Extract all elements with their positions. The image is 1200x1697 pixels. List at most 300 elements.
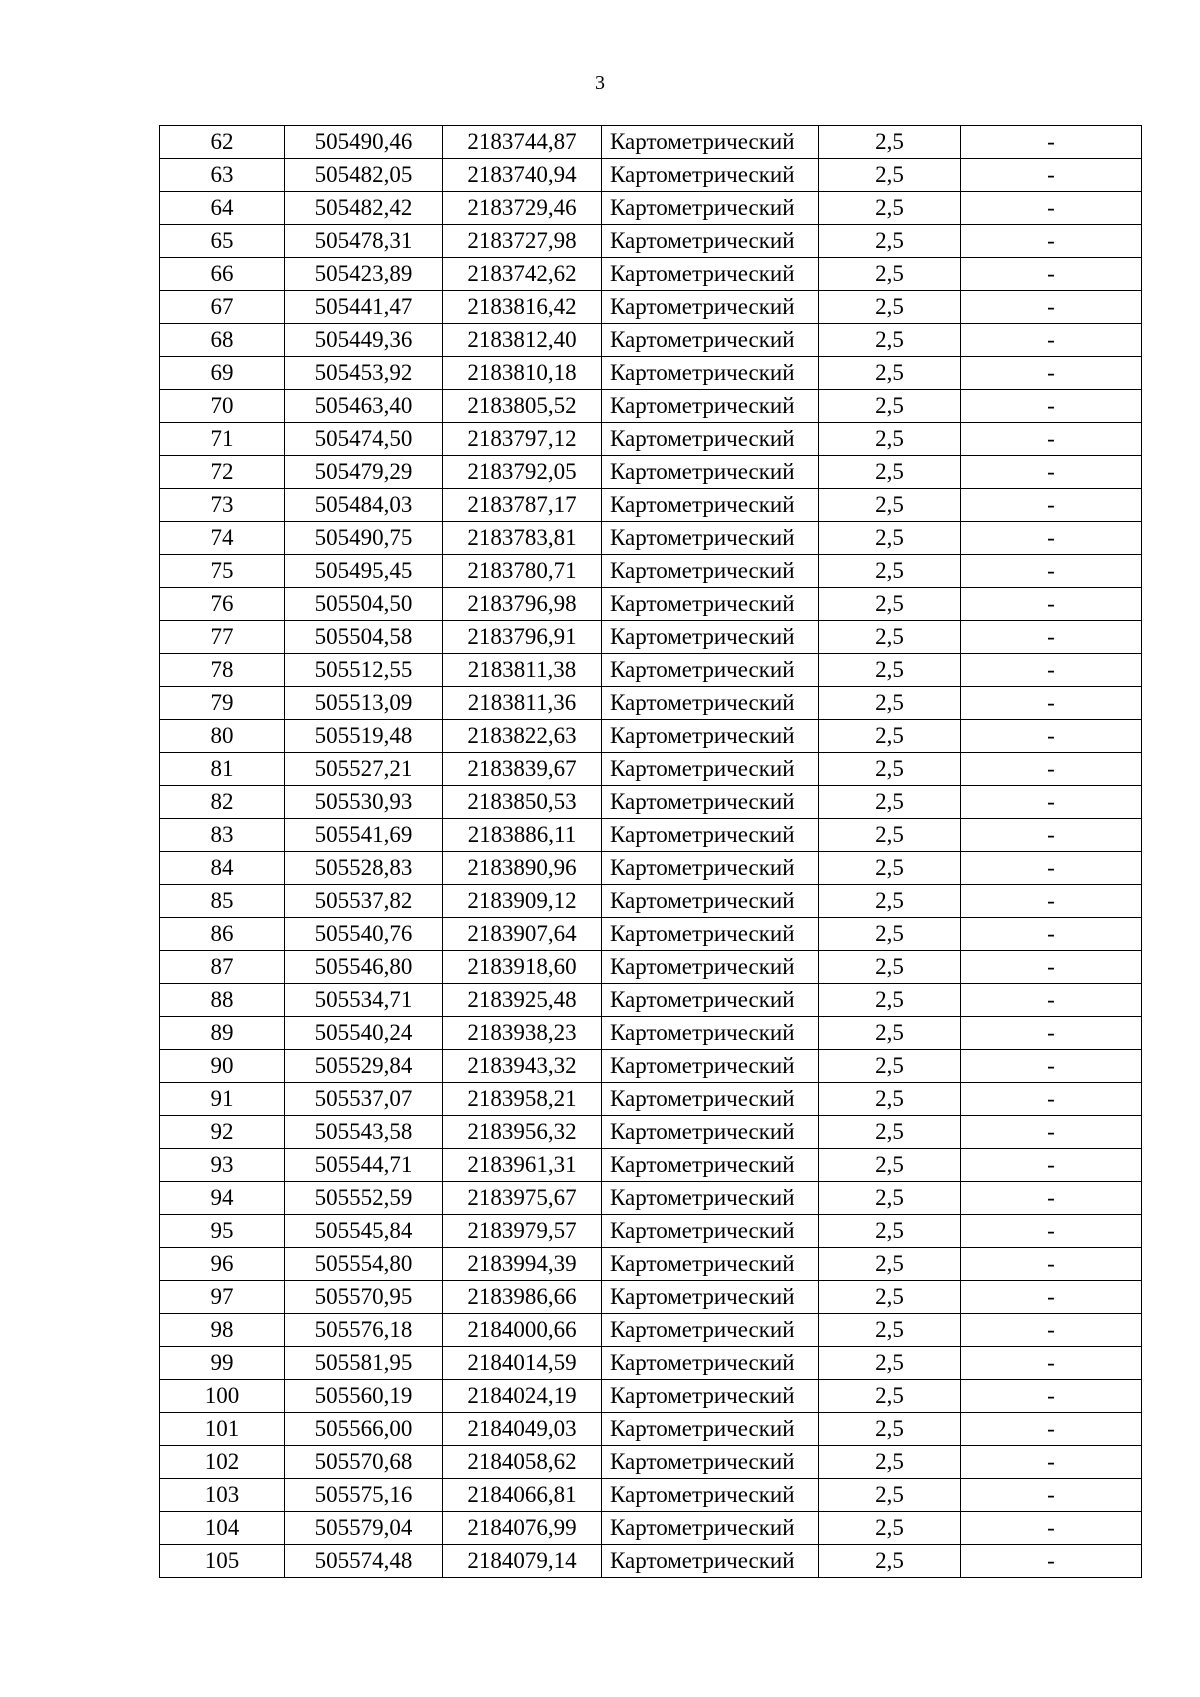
y-coordinate-cell: 2184000,66 — [443, 1314, 602, 1347]
accuracy-cell: 2,5 — [819, 1512, 961, 1545]
point-number-cell: 88 — [160, 984, 285, 1017]
method-cell: Картометрический — [602, 1380, 819, 1413]
accuracy-cell: 2,5 — [819, 588, 961, 621]
point-number-cell: 100 — [160, 1380, 285, 1413]
description-cell: - — [961, 390, 1142, 423]
description-cell: - — [961, 126, 1142, 159]
accuracy-cell: 2,5 — [819, 984, 961, 1017]
x-coordinate-cell: 505576,18 — [285, 1314, 443, 1347]
table-row — [160, 456, 1142, 489]
point-number-cell: 89 — [160, 1017, 285, 1050]
description-cell: - — [961, 1512, 1142, 1545]
y-coordinate-cell: 2183792,05 — [443, 456, 602, 489]
table-row — [160, 225, 1142, 258]
accuracy-cell: 2,5 — [819, 1281, 961, 1314]
y-coordinate-cell: 2184024,19 — [443, 1380, 602, 1413]
x-coordinate-cell: 505449,36 — [285, 324, 443, 357]
x-coordinate-cell: 505537,07 — [285, 1083, 443, 1116]
table-row — [160, 621, 1142, 654]
description-cell: - — [961, 918, 1142, 951]
y-coordinate-cell: 2184049,03 — [443, 1413, 602, 1446]
table-row — [160, 753, 1142, 786]
x-coordinate-cell: 505570,68 — [285, 1446, 443, 1479]
method-cell: Картометрический — [602, 489, 819, 522]
description-cell: - — [961, 1479, 1142, 1512]
description-cell: - — [961, 1545, 1142, 1578]
accuracy-cell: 2,5 — [819, 555, 961, 588]
accuracy-cell: 2,5 — [819, 1446, 961, 1479]
description-cell: - — [961, 786, 1142, 819]
description-cell: - — [961, 1182, 1142, 1215]
method-cell: Картометрический — [602, 1314, 819, 1347]
accuracy-cell: 2,5 — [819, 819, 961, 852]
point-number-cell: 93 — [160, 1149, 285, 1182]
description-cell: - — [961, 324, 1142, 357]
point-number-cell: 97 — [160, 1281, 285, 1314]
method-cell: Картометрический — [602, 1017, 819, 1050]
method-cell: Картометрический — [602, 687, 819, 720]
y-coordinate-cell: 2184079,14 — [443, 1545, 602, 1578]
description-cell: - — [961, 885, 1142, 918]
y-coordinate-cell: 2183925,48 — [443, 984, 602, 1017]
x-coordinate-cell: 505513,09 — [285, 687, 443, 720]
y-coordinate-cell: 2183816,42 — [443, 291, 602, 324]
table-row — [160, 291, 1142, 324]
point-number-cell: 86 — [160, 918, 285, 951]
method-cell: Картометрический — [602, 588, 819, 621]
point-number-cell: 84 — [160, 852, 285, 885]
y-coordinate-cell: 2183886,11 — [443, 819, 602, 852]
table-row — [160, 1215, 1142, 1248]
method-cell: Картометрический — [602, 1083, 819, 1116]
x-coordinate-cell: 505581,95 — [285, 1347, 443, 1380]
method-cell: Картометрический — [602, 951, 819, 984]
x-coordinate-cell: 505490,46 — [285, 126, 443, 159]
point-number-cell: 70 — [160, 390, 285, 423]
table-row — [160, 588, 1142, 621]
description-cell: - — [961, 291, 1142, 324]
y-coordinate-cell: 2183822,63 — [443, 720, 602, 753]
method-cell: Картометрический — [602, 654, 819, 687]
method-cell: Картометрический — [602, 258, 819, 291]
point-number-cell: 69 — [160, 357, 285, 390]
point-number-cell: 101 — [160, 1413, 285, 1446]
y-coordinate-cell: 2184076,99 — [443, 1512, 602, 1545]
x-coordinate-cell: 505554,80 — [285, 1248, 443, 1281]
accuracy-cell: 2,5 — [819, 1380, 961, 1413]
accuracy-cell: 2,5 — [819, 1050, 961, 1083]
y-coordinate-cell: 2184014,59 — [443, 1347, 602, 1380]
description-cell: - — [961, 819, 1142, 852]
accuracy-cell: 2,5 — [819, 1314, 961, 1347]
description-cell: - — [961, 951, 1142, 984]
point-number-cell: 78 — [160, 654, 285, 687]
coordinates-table — [159, 125, 1142, 1578]
y-coordinate-cell: 2183742,62 — [443, 258, 602, 291]
x-coordinate-cell: 505566,00 — [285, 1413, 443, 1446]
accuracy-cell: 2,5 — [819, 1149, 961, 1182]
table-row — [160, 489, 1142, 522]
point-number-cell: 91 — [160, 1083, 285, 1116]
y-coordinate-cell: 2183907,64 — [443, 918, 602, 951]
table-row — [160, 1149, 1142, 1182]
point-number-cell: 98 — [160, 1314, 285, 1347]
y-coordinate-cell: 2183986,66 — [443, 1281, 602, 1314]
y-coordinate-cell: 2183839,67 — [443, 753, 602, 786]
y-coordinate-cell: 2183956,32 — [443, 1116, 602, 1149]
y-coordinate-cell: 2183961,31 — [443, 1149, 602, 1182]
accuracy-cell: 2,5 — [819, 1545, 961, 1578]
x-coordinate-cell: 505537,82 — [285, 885, 443, 918]
x-coordinate-cell: 505543,58 — [285, 1116, 443, 1149]
description-cell: - — [961, 852, 1142, 885]
y-coordinate-cell: 2183918,60 — [443, 951, 602, 984]
accuracy-cell: 2,5 — [819, 1479, 961, 1512]
description-cell: - — [961, 1149, 1142, 1182]
y-coordinate-cell: 2183811,38 — [443, 654, 602, 687]
point-number-cell: 68 — [160, 324, 285, 357]
method-cell: Картометрический — [602, 1182, 819, 1215]
point-number-cell: 102 — [160, 1446, 285, 1479]
description-cell: - — [961, 588, 1142, 621]
table-row — [160, 258, 1142, 291]
method-cell: Картометрический — [602, 159, 819, 192]
table-row — [160, 159, 1142, 192]
method-cell: Картометрический — [602, 1248, 819, 1281]
table-row — [160, 1512, 1142, 1545]
description-cell: - — [961, 1347, 1142, 1380]
method-cell: Картометрический — [602, 1413, 819, 1446]
point-number-cell: 73 — [160, 489, 285, 522]
method-cell: Картометрический — [602, 522, 819, 555]
table-row — [160, 918, 1142, 951]
description-cell: - — [961, 687, 1142, 720]
table-row — [160, 885, 1142, 918]
table-row — [160, 852, 1142, 885]
point-number-cell: 79 — [160, 687, 285, 720]
method-cell: Картометрический — [602, 126, 819, 159]
description-cell: - — [961, 984, 1142, 1017]
y-coordinate-cell: 2183943,32 — [443, 1050, 602, 1083]
y-coordinate-cell: 2184058,62 — [443, 1446, 602, 1479]
y-coordinate-cell: 2183796,91 — [443, 621, 602, 654]
accuracy-cell: 2,5 — [819, 1248, 961, 1281]
x-coordinate-cell: 505560,19 — [285, 1380, 443, 1413]
accuracy-cell: 2,5 — [819, 225, 961, 258]
y-coordinate-cell: 2183994,39 — [443, 1248, 602, 1281]
x-coordinate-cell: 505519,48 — [285, 720, 443, 753]
accuracy-cell: 2,5 — [819, 687, 961, 720]
x-coordinate-cell: 505423,89 — [285, 258, 443, 291]
x-coordinate-cell: 505482,42 — [285, 192, 443, 225]
x-coordinate-cell: 505504,50 — [285, 588, 443, 621]
x-coordinate-cell: 505528,83 — [285, 852, 443, 885]
x-coordinate-cell: 505527,21 — [285, 753, 443, 786]
description-cell: - — [961, 1215, 1142, 1248]
accuracy-cell: 2,5 — [819, 258, 961, 291]
x-coordinate-cell: 505546,80 — [285, 951, 443, 984]
description-cell: - — [961, 522, 1142, 555]
table-row — [160, 1083, 1142, 1116]
description-cell: - — [961, 720, 1142, 753]
accuracy-cell: 2,5 — [819, 192, 961, 225]
point-number-cell: 90 — [160, 1050, 285, 1083]
y-coordinate-cell: 2183979,57 — [443, 1215, 602, 1248]
description-cell: - — [961, 654, 1142, 687]
y-coordinate-cell: 2183958,21 — [443, 1083, 602, 1116]
accuracy-cell: 2,5 — [819, 786, 961, 819]
point-number-cell: 82 — [160, 786, 285, 819]
y-coordinate-cell: 2183787,17 — [443, 489, 602, 522]
description-cell: - — [961, 225, 1142, 258]
table-row — [160, 555, 1142, 588]
point-number-cell: 66 — [160, 258, 285, 291]
table-row — [160, 720, 1142, 753]
point-number-cell: 94 — [160, 1182, 285, 1215]
x-coordinate-cell: 505540,24 — [285, 1017, 443, 1050]
description-cell: - — [961, 1281, 1142, 1314]
method-cell: Картометрический — [602, 885, 819, 918]
method-cell: Картометрический — [602, 918, 819, 951]
x-coordinate-cell: 505479,29 — [285, 456, 443, 489]
table-row — [160, 1545, 1142, 1578]
accuracy-cell: 2,5 — [819, 654, 961, 687]
x-coordinate-cell: 505453,92 — [285, 357, 443, 390]
method-cell: Картометрический — [602, 390, 819, 423]
table-row — [160, 984, 1142, 1017]
point-number-cell: 104 — [160, 1512, 285, 1545]
method-cell: Картометрический — [602, 1050, 819, 1083]
method-cell: Картометрический — [602, 291, 819, 324]
description-cell: - — [961, 1248, 1142, 1281]
accuracy-cell: 2,5 — [819, 951, 961, 984]
x-coordinate-cell: 505484,03 — [285, 489, 443, 522]
point-number-cell: 81 — [160, 753, 285, 786]
point-number-cell: 72 — [160, 456, 285, 489]
accuracy-cell: 2,5 — [819, 1017, 961, 1050]
x-coordinate-cell: 505541,69 — [285, 819, 443, 852]
y-coordinate-cell: 2183727,98 — [443, 225, 602, 258]
accuracy-cell: 2,5 — [819, 126, 961, 159]
description-cell: - — [961, 1413, 1142, 1446]
table-row — [160, 819, 1142, 852]
table-row — [160, 522, 1142, 555]
table-row — [160, 1446, 1142, 1479]
method-cell: Картометрический — [602, 555, 819, 588]
point-number-cell: 67 — [160, 291, 285, 324]
description-cell: - — [961, 258, 1142, 291]
method-cell: Картометрический — [602, 324, 819, 357]
x-coordinate-cell: 505504,58 — [285, 621, 443, 654]
y-coordinate-cell: 2183797,12 — [443, 423, 602, 456]
x-coordinate-cell: 505579,04 — [285, 1512, 443, 1545]
point-number-cell: 96 — [160, 1248, 285, 1281]
x-coordinate-cell: 505463,40 — [285, 390, 443, 423]
accuracy-cell: 2,5 — [819, 1083, 961, 1116]
method-cell: Картометрический — [602, 1215, 819, 1248]
y-coordinate-cell: 2183744,87 — [443, 126, 602, 159]
x-coordinate-cell: 505512,55 — [285, 654, 443, 687]
table-row — [160, 951, 1142, 984]
x-coordinate-cell: 505495,45 — [285, 555, 443, 588]
description-cell: - — [961, 357, 1142, 390]
table-row — [160, 390, 1142, 423]
description-cell: - — [961, 621, 1142, 654]
x-coordinate-cell: 505474,50 — [285, 423, 443, 456]
x-coordinate-cell: 505570,95 — [285, 1281, 443, 1314]
table-row — [160, 1413, 1142, 1446]
x-coordinate-cell: 505530,93 — [285, 786, 443, 819]
table-row — [160, 423, 1142, 456]
y-coordinate-cell: 2183810,18 — [443, 357, 602, 390]
method-cell: Картометрический — [602, 1347, 819, 1380]
table-row — [160, 192, 1142, 225]
point-number-cell: 105 — [160, 1545, 285, 1578]
y-coordinate-cell: 2183812,40 — [443, 324, 602, 357]
point-number-cell: 95 — [160, 1215, 285, 1248]
coordinates-table-body — [160, 126, 1142, 1578]
description-cell: - — [961, 1083, 1142, 1116]
y-coordinate-cell: 2183805,52 — [443, 390, 602, 423]
accuracy-cell: 2,5 — [819, 885, 961, 918]
accuracy-cell: 2,5 — [819, 1215, 961, 1248]
accuracy-cell: 2,5 — [819, 324, 961, 357]
accuracy-cell: 2,5 — [819, 456, 961, 489]
description-cell: - — [961, 423, 1142, 456]
description-cell: - — [961, 159, 1142, 192]
table-row — [160, 1314, 1142, 1347]
accuracy-cell: 2,5 — [819, 753, 961, 786]
method-cell: Картометрический — [602, 1512, 819, 1545]
accuracy-cell: 2,5 — [819, 159, 961, 192]
description-cell: - — [961, 1050, 1142, 1083]
accuracy-cell: 2,5 — [819, 489, 961, 522]
y-coordinate-cell: 2184066,81 — [443, 1479, 602, 1512]
accuracy-cell: 2,5 — [819, 390, 961, 423]
table-row — [160, 1347, 1142, 1380]
description-cell: - — [961, 1314, 1142, 1347]
point-number-cell: 85 — [160, 885, 285, 918]
accuracy-cell: 2,5 — [819, 720, 961, 753]
table-row — [160, 1281, 1142, 1314]
table-row — [160, 1050, 1142, 1083]
y-coordinate-cell: 2183729,46 — [443, 192, 602, 225]
y-coordinate-cell: 2183850,53 — [443, 786, 602, 819]
point-number-cell: 75 — [160, 555, 285, 588]
point-number-cell: 92 — [160, 1116, 285, 1149]
description-cell: - — [961, 192, 1142, 225]
table-row — [160, 1380, 1142, 1413]
accuracy-cell: 2,5 — [819, 918, 961, 951]
table-row — [160, 1479, 1142, 1512]
x-coordinate-cell: 505441,47 — [285, 291, 443, 324]
description-cell: - — [961, 456, 1142, 489]
point-number-cell: 63 — [160, 159, 285, 192]
description-cell: - — [961, 1380, 1142, 1413]
y-coordinate-cell: 2183938,23 — [443, 1017, 602, 1050]
method-cell: Картометрический — [602, 786, 819, 819]
y-coordinate-cell: 2183975,67 — [443, 1182, 602, 1215]
method-cell: Картометрический — [602, 852, 819, 885]
y-coordinate-cell: 2183780,71 — [443, 555, 602, 588]
y-coordinate-cell: 2183783,81 — [443, 522, 602, 555]
table-row — [160, 126, 1142, 159]
x-coordinate-cell: 505574,48 — [285, 1545, 443, 1578]
description-cell: - — [961, 753, 1142, 786]
method-cell: Картометрический — [602, 1281, 819, 1314]
y-coordinate-cell: 2183740,94 — [443, 159, 602, 192]
y-coordinate-cell: 2183909,12 — [443, 885, 602, 918]
table-row — [160, 1182, 1142, 1215]
accuracy-cell: 2,5 — [819, 1116, 961, 1149]
accuracy-cell: 2,5 — [819, 621, 961, 654]
x-coordinate-cell: 505482,05 — [285, 159, 443, 192]
description-cell: - — [961, 555, 1142, 588]
x-coordinate-cell: 505529,84 — [285, 1050, 443, 1083]
method-cell: Картометрический — [602, 720, 819, 753]
point-number-cell: 62 — [160, 126, 285, 159]
table-row — [160, 786, 1142, 819]
accuracy-cell: 2,5 — [819, 1182, 961, 1215]
accuracy-cell: 2,5 — [819, 1347, 961, 1380]
accuracy-cell: 2,5 — [819, 522, 961, 555]
accuracy-cell: 2,5 — [819, 1413, 961, 1446]
x-coordinate-cell: 505552,59 — [285, 1182, 443, 1215]
point-number-cell: 99 — [160, 1347, 285, 1380]
x-coordinate-cell: 505544,71 — [285, 1149, 443, 1182]
method-cell: Картометрический — [602, 456, 819, 489]
table-row — [160, 1248, 1142, 1281]
method-cell: Картометрический — [602, 621, 819, 654]
point-number-cell: 64 — [160, 192, 285, 225]
description-cell: - — [961, 1116, 1142, 1149]
method-cell: Картометрический — [602, 753, 819, 786]
x-coordinate-cell: 505540,76 — [285, 918, 443, 951]
method-cell: Картометрический — [602, 984, 819, 1017]
table-row — [160, 324, 1142, 357]
table-row — [160, 1017, 1142, 1050]
table-row — [160, 1116, 1142, 1149]
point-number-cell: 74 — [160, 522, 285, 555]
y-coordinate-cell: 2183796,98 — [443, 588, 602, 621]
table-row — [160, 357, 1142, 390]
x-coordinate-cell: 505478,31 — [285, 225, 443, 258]
table-row — [160, 687, 1142, 720]
page-number: 3 — [595, 72, 605, 94]
x-coordinate-cell: 505545,84 — [285, 1215, 443, 1248]
method-cell: Картометрический — [602, 1149, 819, 1182]
accuracy-cell: 2,5 — [819, 423, 961, 456]
y-coordinate-cell: 2183890,96 — [443, 852, 602, 885]
x-coordinate-cell: 505490,75 — [285, 522, 443, 555]
point-number-cell: 76 — [160, 588, 285, 621]
method-cell: Картометрический — [602, 819, 819, 852]
point-number-cell: 87 — [160, 951, 285, 984]
point-number-cell: 77 — [160, 621, 285, 654]
method-cell: Картометрический — [602, 357, 819, 390]
point-number-cell: 65 — [160, 225, 285, 258]
method-cell: Картометрический — [602, 1116, 819, 1149]
method-cell: Картометрический — [602, 1446, 819, 1479]
table-row — [160, 654, 1142, 687]
x-coordinate-cell: 505575,16 — [285, 1479, 443, 1512]
description-cell: - — [961, 489, 1142, 522]
accuracy-cell: 2,5 — [819, 357, 961, 390]
accuracy-cell: 2,5 — [819, 291, 961, 324]
method-cell: Картометрический — [602, 423, 819, 456]
x-coordinate-cell: 505534,71 — [285, 984, 443, 1017]
y-coordinate-cell: 2183811,36 — [443, 687, 602, 720]
